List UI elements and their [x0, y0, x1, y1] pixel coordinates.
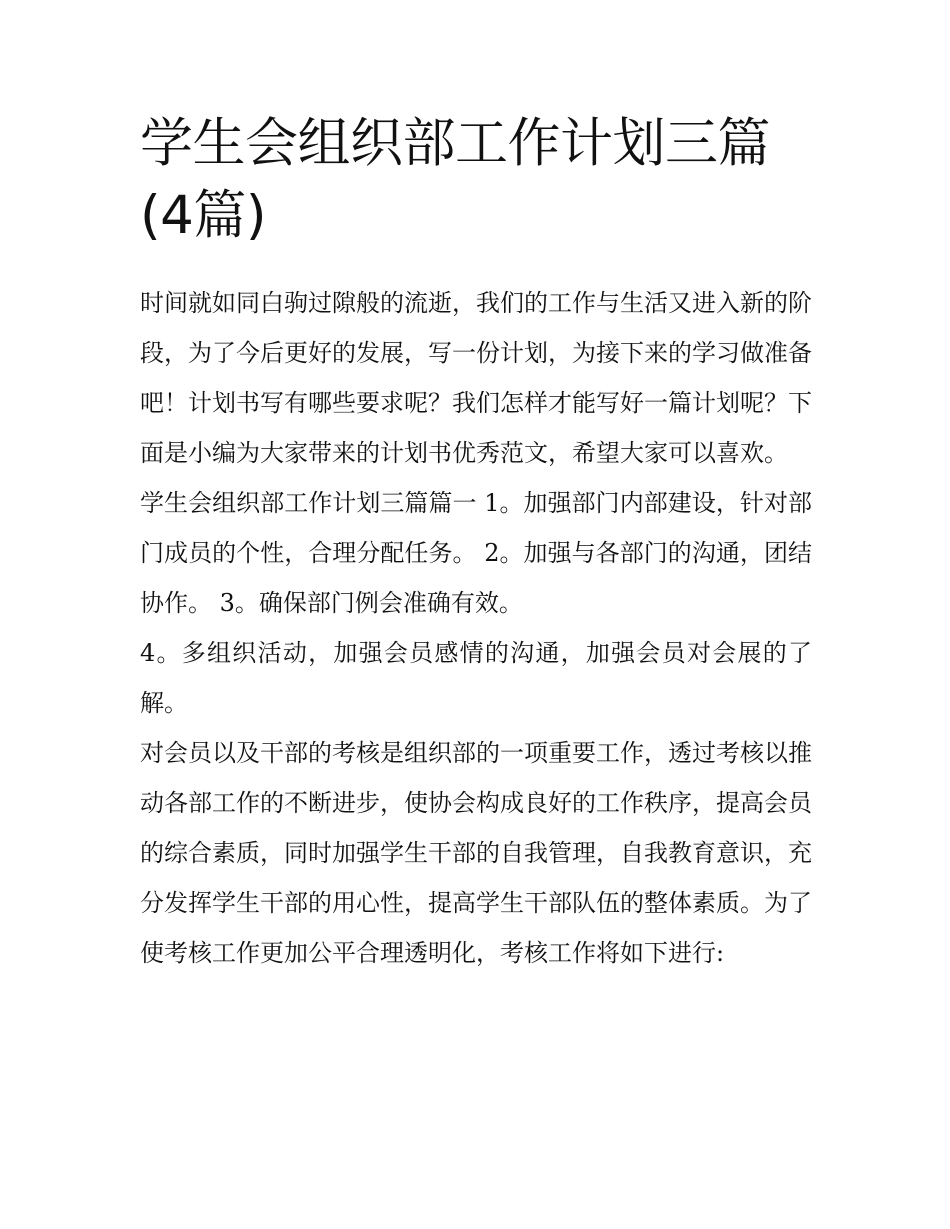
document-page: [140, 108, 812, 978]
paragraph-item-4: 4。多组织活动，加强会员感情的沟通，加强会员对会展的了解。: [140, 639, 812, 717]
document-title: 学生会组织部工作计划三篇(4篇): [140, 113, 770, 246]
paragraph-assessment: 对会员以及干部的考核是组织部的一项重要工作，透过考核以推动各部工作的不断进步，使协会构成良好的工作秩序，提高会员的综合素质，同时加强学生干部的自我管理，自我教育意识，充分发挥学生干部的用心性，提高学生干部队伍的整体素质。为了使考核工作更加公平合理透明化，考核工作将如下进行:: [140, 739, 812, 967]
document-body: [140, 278, 812, 978]
paragraph-intro: 时间就如同白驹过隙般的流逝，我们的工作与生活又进入新的阶段，为了今后更好的发展，写一份计划，为接下来的学习做准备吧！计划书写有哪些要求呢？我们怎样才能写好一篇计划呢？下面是小编为大家带来的计划书优秀范文，希望大家可以喜欢。: [140, 289, 812, 467]
paragraph-plan-items: 学生会组织部工作计划三篇篇一 1。加强部门内部建设，针对部门成员的个性，合理分配任务。 2。加强与各部门的沟通，团结协作。 3。确保部门例会准确有效。: [140, 489, 812, 617]
